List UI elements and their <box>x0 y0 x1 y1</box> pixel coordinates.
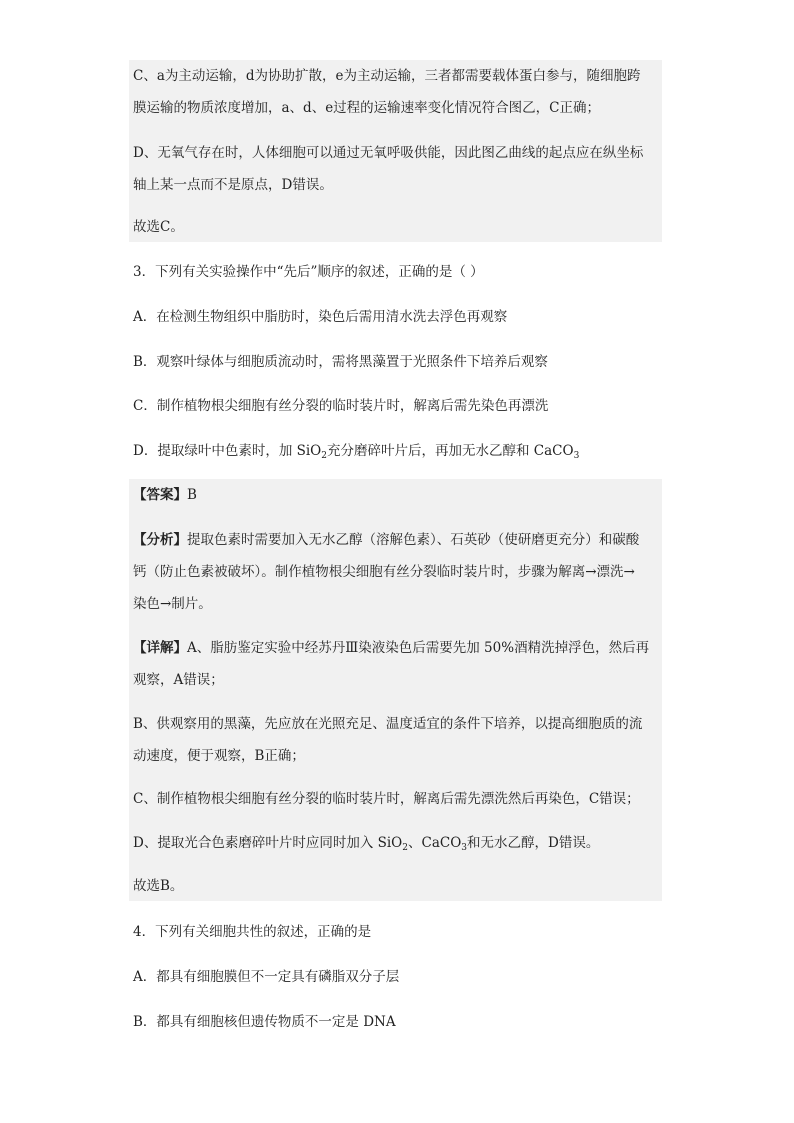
explanation-line: D、无氧气存在时，人体细胞可以通过无氧呼吸供能，因此图乙曲线的起点应在纵坐标 <box>133 145 644 161</box>
option-d-text: 充分磨碎叶片后，再加无水乙醇和 CaCO <box>326 443 574 459</box>
analysis-line: 钙（防止色素被破坏）。制作植物根尖细胞有丝分裂临时装片时，步骤为解离→漂洗→ <box>133 564 635 580</box>
subscript: 2 <box>402 843 408 853</box>
detail-text: 、CaCO <box>407 835 462 851</box>
analysis-line: 染色→制片。 <box>133 596 212 612</box>
answer-value: B <box>187 487 197 503</box>
analysis-tag: 【分析】 <box>133 532 187 548</box>
conclusion-line: 故选B。 <box>133 878 184 894</box>
option-b: B．观察叶绿体与细胞质流动时，需将黑藻置于光照条件下培养后观察 <box>133 354 548 370</box>
detail-text: A、脂肪鉴定实验中经苏丹Ⅲ染液染色后需要先加 50%酒精洗掉浮色，然后再 <box>187 640 650 656</box>
detail-line <box>133 834 661 852</box>
conclusion-line: 故选C。 <box>133 219 184 235</box>
option-a: A．都具有细胞膜但不一定具有磷脂双分子层 <box>133 969 400 985</box>
option-d-text: D．提取绿叶中色素时，加 SiO <box>133 443 322 459</box>
detail-tag: 【详解】 <box>133 640 187 656</box>
analysis-line <box>133 531 661 549</box>
detail-line: 动速度，便于观察，B正确； <box>133 748 305 764</box>
detail-line: C、制作植物根尖细胞有丝分裂的临时装片时，解离后需先漂洗然后再染色，C错误； <box>133 791 640 807</box>
subscript: 3 <box>461 843 467 853</box>
answer-line <box>133 486 661 504</box>
answer-tag: 【答案】 <box>133 487 187 503</box>
detail-line: B、供观察用的黑藻，先应放在光照充足、温度适宜的条件下培养，以提高细胞质的流 <box>133 716 643 732</box>
option-b: B．都具有细胞核但遗传物质不一定是 DNA <box>133 1014 396 1030</box>
question-stem: 4．下列有关细胞共性的叙述，正确的是 <box>133 924 372 940</box>
explanation-line: C、a为主动运输，d为协助扩散，e为主动运输，三者都需要载体蛋白参与，随细胞跨 <box>133 68 641 84</box>
option-c: C．制作植物根尖细胞有丝分裂的临时装片时，解离后需先染色再漂洗 <box>133 398 549 414</box>
detail-text: D、提取光合色素磨碎叶片时应同时加入 SiO <box>133 835 403 851</box>
detail-line <box>133 639 661 657</box>
subscript: 3 <box>573 451 580 461</box>
detail-text: 和无水乙醇，D错误。 <box>467 835 600 851</box>
explanation-line: 膜运输的物质浓度增加，a、d、e过程的运输速率变化情况符合图乙，C正确； <box>133 100 601 116</box>
analysis-text: 提取色素时需要加入无水乙醇（溶解色素）、石英砂（使研磨更充分）和碳酸 <box>187 532 640 548</box>
option-d <box>133 442 661 460</box>
explanation-line: 轴上某一点而不是原点，D错误。 <box>133 177 333 193</box>
question-stem: 3．下列有关实验操作中“先后”顺序的叙述，正确的是（ ） <box>133 264 484 280</box>
option-a: A．在检测生物组织中脂肪时，染色后需用清水洗去浮色再观察 <box>133 309 508 325</box>
detail-line: 观察，A错误； <box>133 672 224 688</box>
subscript: 2 <box>321 451 327 461</box>
